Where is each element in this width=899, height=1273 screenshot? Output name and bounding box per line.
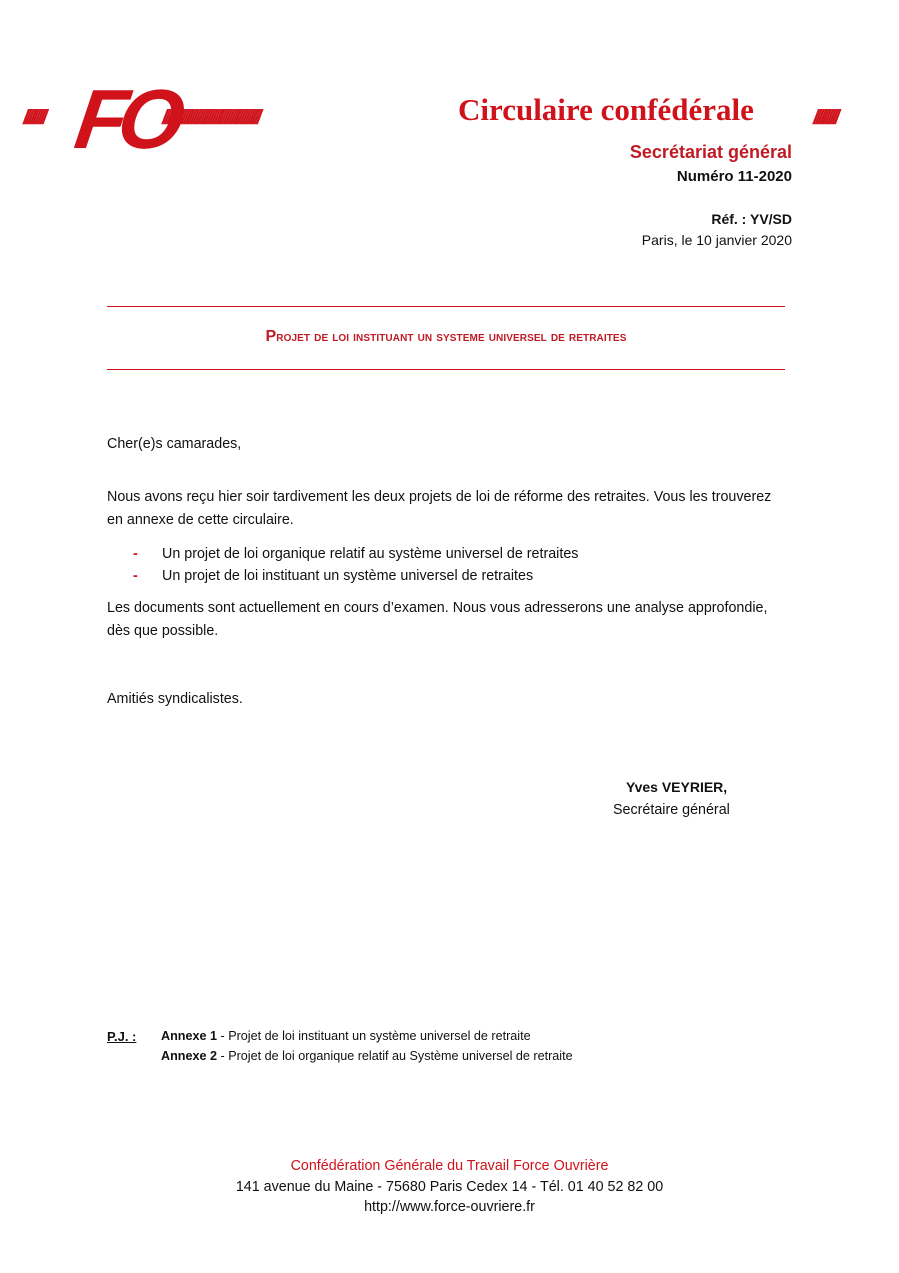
circular-number: Numéro 11-2020 [676, 168, 792, 185]
list-item-text: Un projet de loi instituant un système universel de retraites [162, 568, 534, 584]
fo-logo [69, 72, 182, 166]
attachments-label: P.J. : [107, 1029, 137, 1044]
list-item-text: Un projet de loi organique relatif au système universel de retraites [162, 546, 579, 562]
subject-rule-bottom [107, 369, 785, 370]
paragraph-intro: Nous avons reçu hier soir tardivement les deux projets de loi de réforme des retraites. Vous les trouverez en annexe de cette circulaire. [107, 489, 772, 528]
list-item [107, 543, 578, 565]
reference: Réf. : YV/SD [711, 211, 792, 227]
decorative-slashes-left: ///////// [23, 107, 45, 129]
attachment-item [161, 1029, 531, 1043]
footer-organization: Confédération Générale du Travail Force Ouvrière [290, 1158, 609, 1174]
subject-text: rojet de loi instituant un systeme universel de retraites [276, 328, 627, 344]
list-item [107, 565, 578, 587]
bullet-marker: - [133, 568, 138, 584]
attachment-name: Annexe 1 [161, 1029, 217, 1043]
secretariat-label: Secrétariat général [629, 142, 792, 162]
logo-text: FO [69, 72, 182, 166]
closing: Amitiés syndicalistes. [107, 691, 243, 707]
greeting: Cher(e)s camarades, [107, 436, 242, 452]
attachment-description: - Projet de loi instituant un système universel de retraite [217, 1029, 531, 1043]
signatory-name: Yves VEYRIER, [626, 779, 728, 795]
fo-logo-graphic [69, 72, 182, 166]
bullet-marker: - [133, 546, 138, 562]
subject-first-letter: P [265, 328, 277, 345]
footer-website-link[interactable]: http://www.force-ouvriere.fr [364, 1199, 535, 1215]
footer-address: 141 avenue du Maine - 75680 Paris Cedex 14 - Tél. 01 40 52 82 00 [235, 1179, 664, 1195]
bullet-list [107, 543, 578, 587]
signatory-role: Secrétaire général [613, 802, 730, 818]
decorative-slashes-middle: ///////////////////////////////////////// [162, 107, 259, 129]
attachment-item [161, 1049, 573, 1063]
attachment-name: Annexe 2 [161, 1049, 217, 1063]
paragraph-followup: Les documents sont actuellement en cours d’examen. Nous vous adresserons une analyse approfondie, dès que possible. [107, 600, 768, 639]
decorative-slashes-right: ////////// [813, 107, 837, 129]
attachment-description: - Projet de loi organique relatif au Système universel de retraite [217, 1049, 573, 1063]
document-title: Circulaire confédérale [458, 92, 754, 127]
subject-heading [107, 328, 785, 346]
date-line: Paris, le 10 janvier 2020 [641, 232, 792, 248]
subject-rule-top [107, 306, 785, 307]
